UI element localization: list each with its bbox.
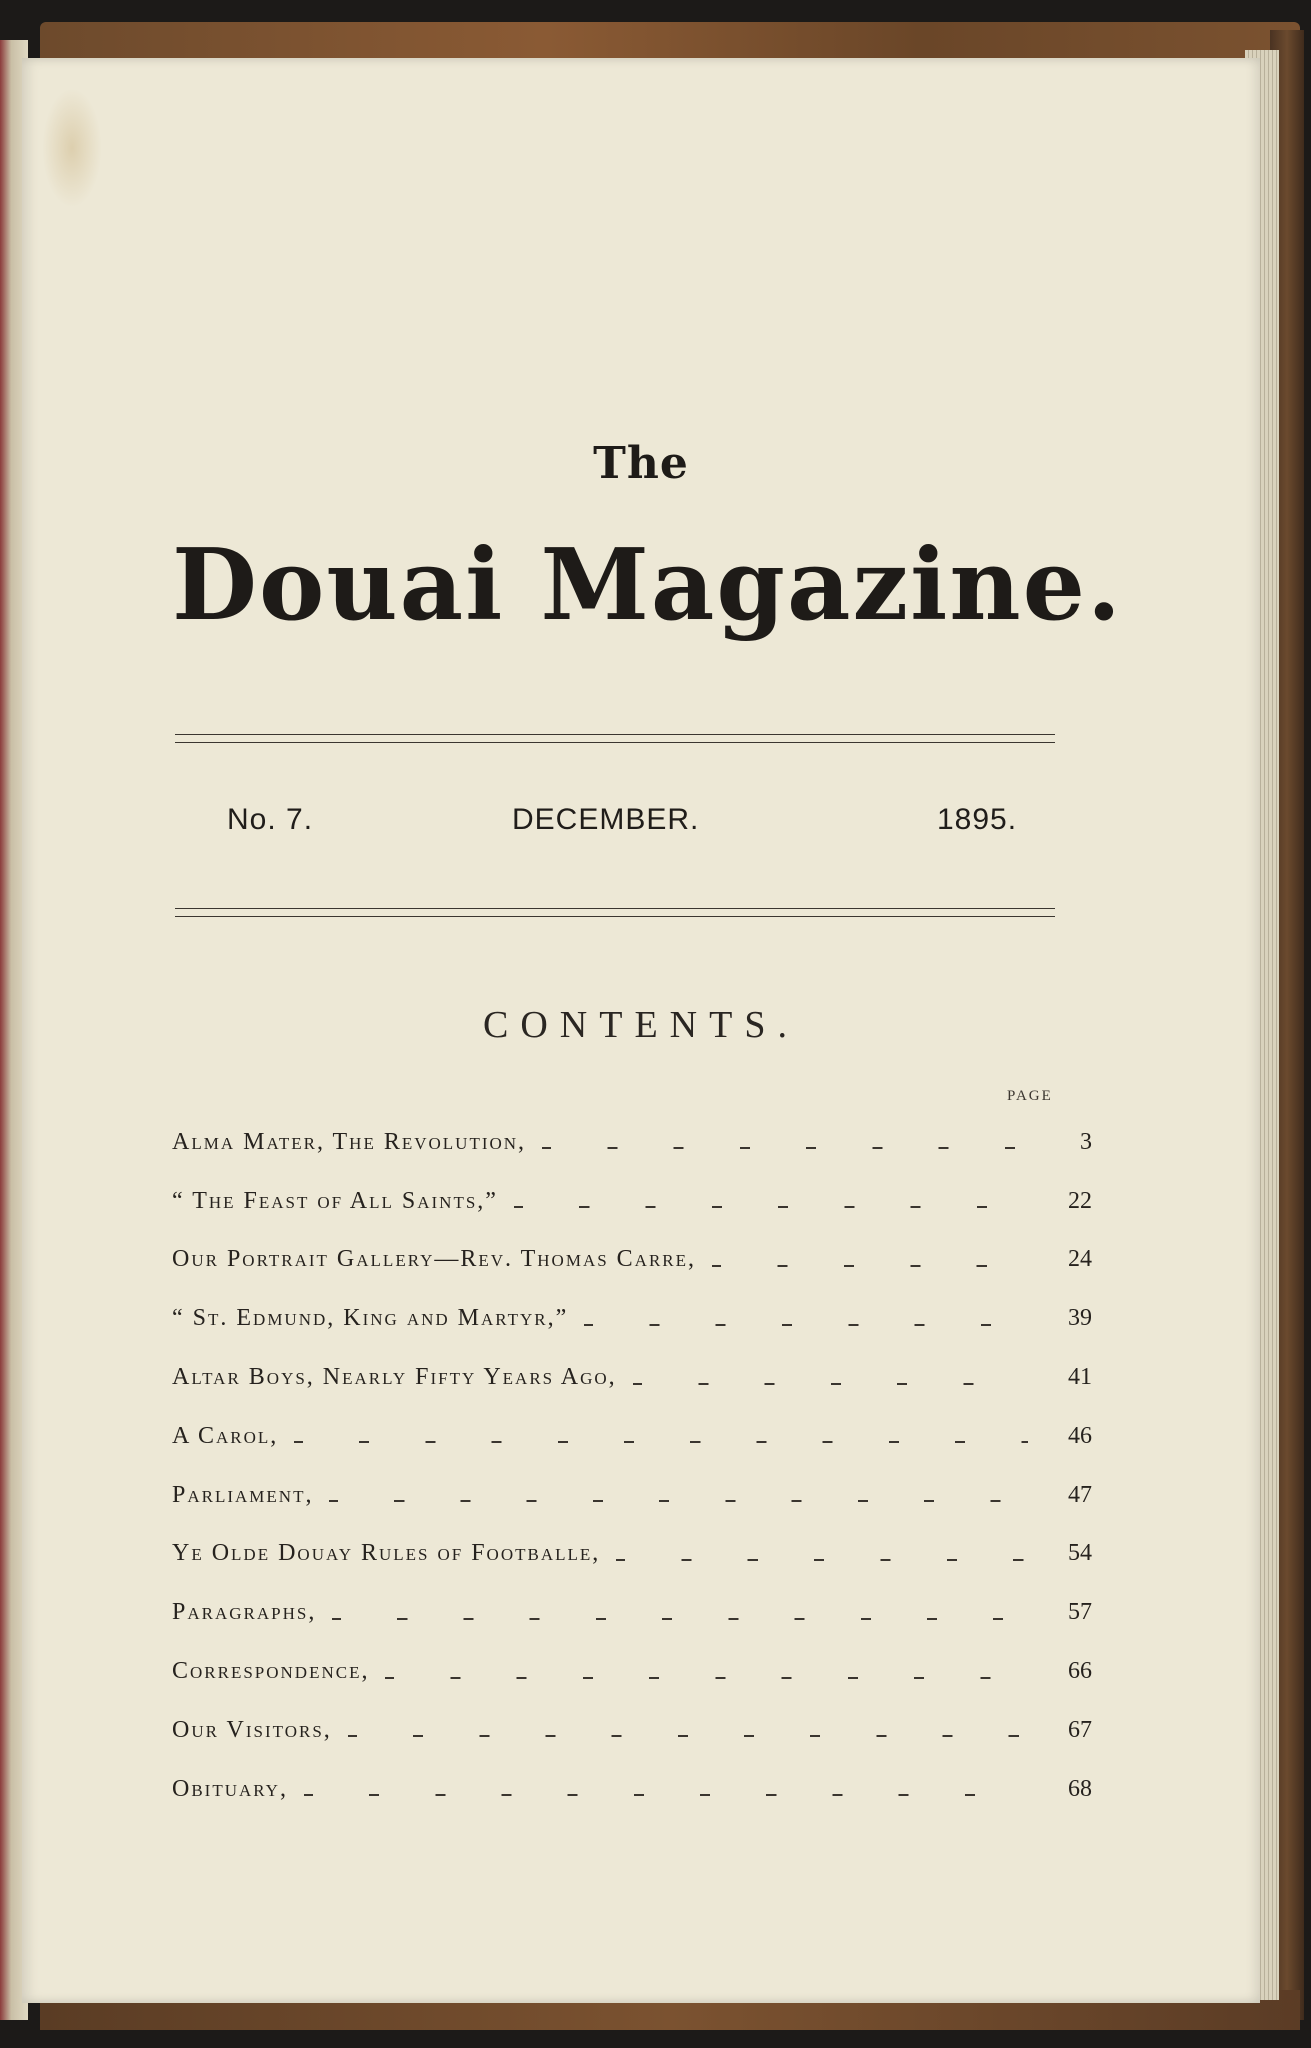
table-of-contents xyxy=(172,1113,1092,1819)
toc-leader-dashes xyxy=(584,1324,1028,1326)
title-page xyxy=(22,58,1260,2003)
issue-year: 1895. xyxy=(937,803,1018,836)
toc-entry xyxy=(172,1701,1092,1760)
toc-leader-dashes xyxy=(329,1500,1028,1502)
toc-entry-page: 24 xyxy=(1068,1246,1092,1273)
toc-entry-title: Our Portrait Gallery—Rev. Thomas Carre, xyxy=(172,1246,706,1273)
toc-entry xyxy=(172,1583,1092,1642)
toc-entry-title: Ye Olde Douay Rules of Footballe, xyxy=(172,1540,610,1567)
toc-entry-page: 22 xyxy=(1068,1187,1092,1214)
masthead-title: Douai Magazine. xyxy=(172,528,1124,643)
toc-leader-dashes xyxy=(514,1206,1028,1208)
toc-entry-title: Parliament, xyxy=(172,1482,323,1509)
toc-leader-dashes xyxy=(616,1559,1028,1561)
toc-entry xyxy=(172,1760,1092,1819)
toc-entry-page: 3 xyxy=(1080,1128,1092,1155)
toc-entry-page: 39 xyxy=(1068,1305,1092,1332)
toc-entry-title: Our Visitors, xyxy=(172,1717,342,1744)
toc-leader-dashes xyxy=(385,1677,1028,1679)
toc-entry xyxy=(172,1407,1092,1466)
toc-leader-dashes xyxy=(633,1383,1028,1385)
toc-entry-title: Correspondence, xyxy=(172,1658,379,1685)
toc-leader-dashes xyxy=(712,1265,1028,1267)
toc-entry-title: A Carol, xyxy=(172,1423,288,1450)
masthead-the: The xyxy=(593,438,689,489)
toc-entry xyxy=(172,1348,1092,1407)
toc-leader-dashes xyxy=(304,1794,1028,1796)
toc-leader-dashes xyxy=(348,1735,1028,1737)
toc-entry-page: 41 xyxy=(1068,1364,1092,1391)
contents-heading: CONTENTS. xyxy=(483,1004,799,1046)
toc-entry-title: Alma Mater, The Revolution, xyxy=(172,1129,536,1156)
toc-entry xyxy=(172,1642,1092,1701)
toc-entry-title: Altar Boys, Nearly Fifty Years Ago, xyxy=(172,1364,627,1391)
toc-entry-title: Obituary, xyxy=(172,1776,298,1803)
toc-entry xyxy=(172,1466,1092,1525)
toc-leader-dashes xyxy=(332,1618,1028,1620)
toc-entry-page: 68 xyxy=(1068,1775,1092,1802)
toc-entry-title: “ The Feast of All Saints,” xyxy=(172,1188,508,1215)
toc-entry-page: 57 xyxy=(1068,1599,1092,1626)
paper-stain xyxy=(42,88,102,208)
toc-entry xyxy=(172,1113,1092,1172)
toc-entry-page: 46 xyxy=(1068,1422,1092,1449)
toc-entry-page: 47 xyxy=(1068,1481,1092,1508)
double-rule-top xyxy=(175,734,1055,743)
cover-top-edge xyxy=(40,22,1300,62)
issue-month: DECEMBER. xyxy=(512,803,700,836)
page-column-label: PAGE xyxy=(1007,1088,1053,1104)
toc-leader-dashes xyxy=(294,1441,1028,1443)
toc-entry xyxy=(172,1231,1092,1290)
toc-entry xyxy=(172,1172,1092,1231)
toc-entry xyxy=(172,1289,1092,1348)
toc-entry xyxy=(172,1525,1092,1584)
double-rule-bottom xyxy=(175,908,1055,917)
issue-number: No. 7. xyxy=(227,803,314,836)
toc-entry-page: 54 xyxy=(1068,1540,1092,1567)
toc-entry-title: “ St. Edmund, King and Martyr,” xyxy=(172,1305,578,1332)
toc-entry-page: 66 xyxy=(1068,1658,1092,1685)
toc-entry-page: 67 xyxy=(1068,1716,1092,1743)
toc-entry-title: Paragraphs, xyxy=(172,1599,326,1626)
toc-leader-dashes xyxy=(542,1147,1028,1149)
